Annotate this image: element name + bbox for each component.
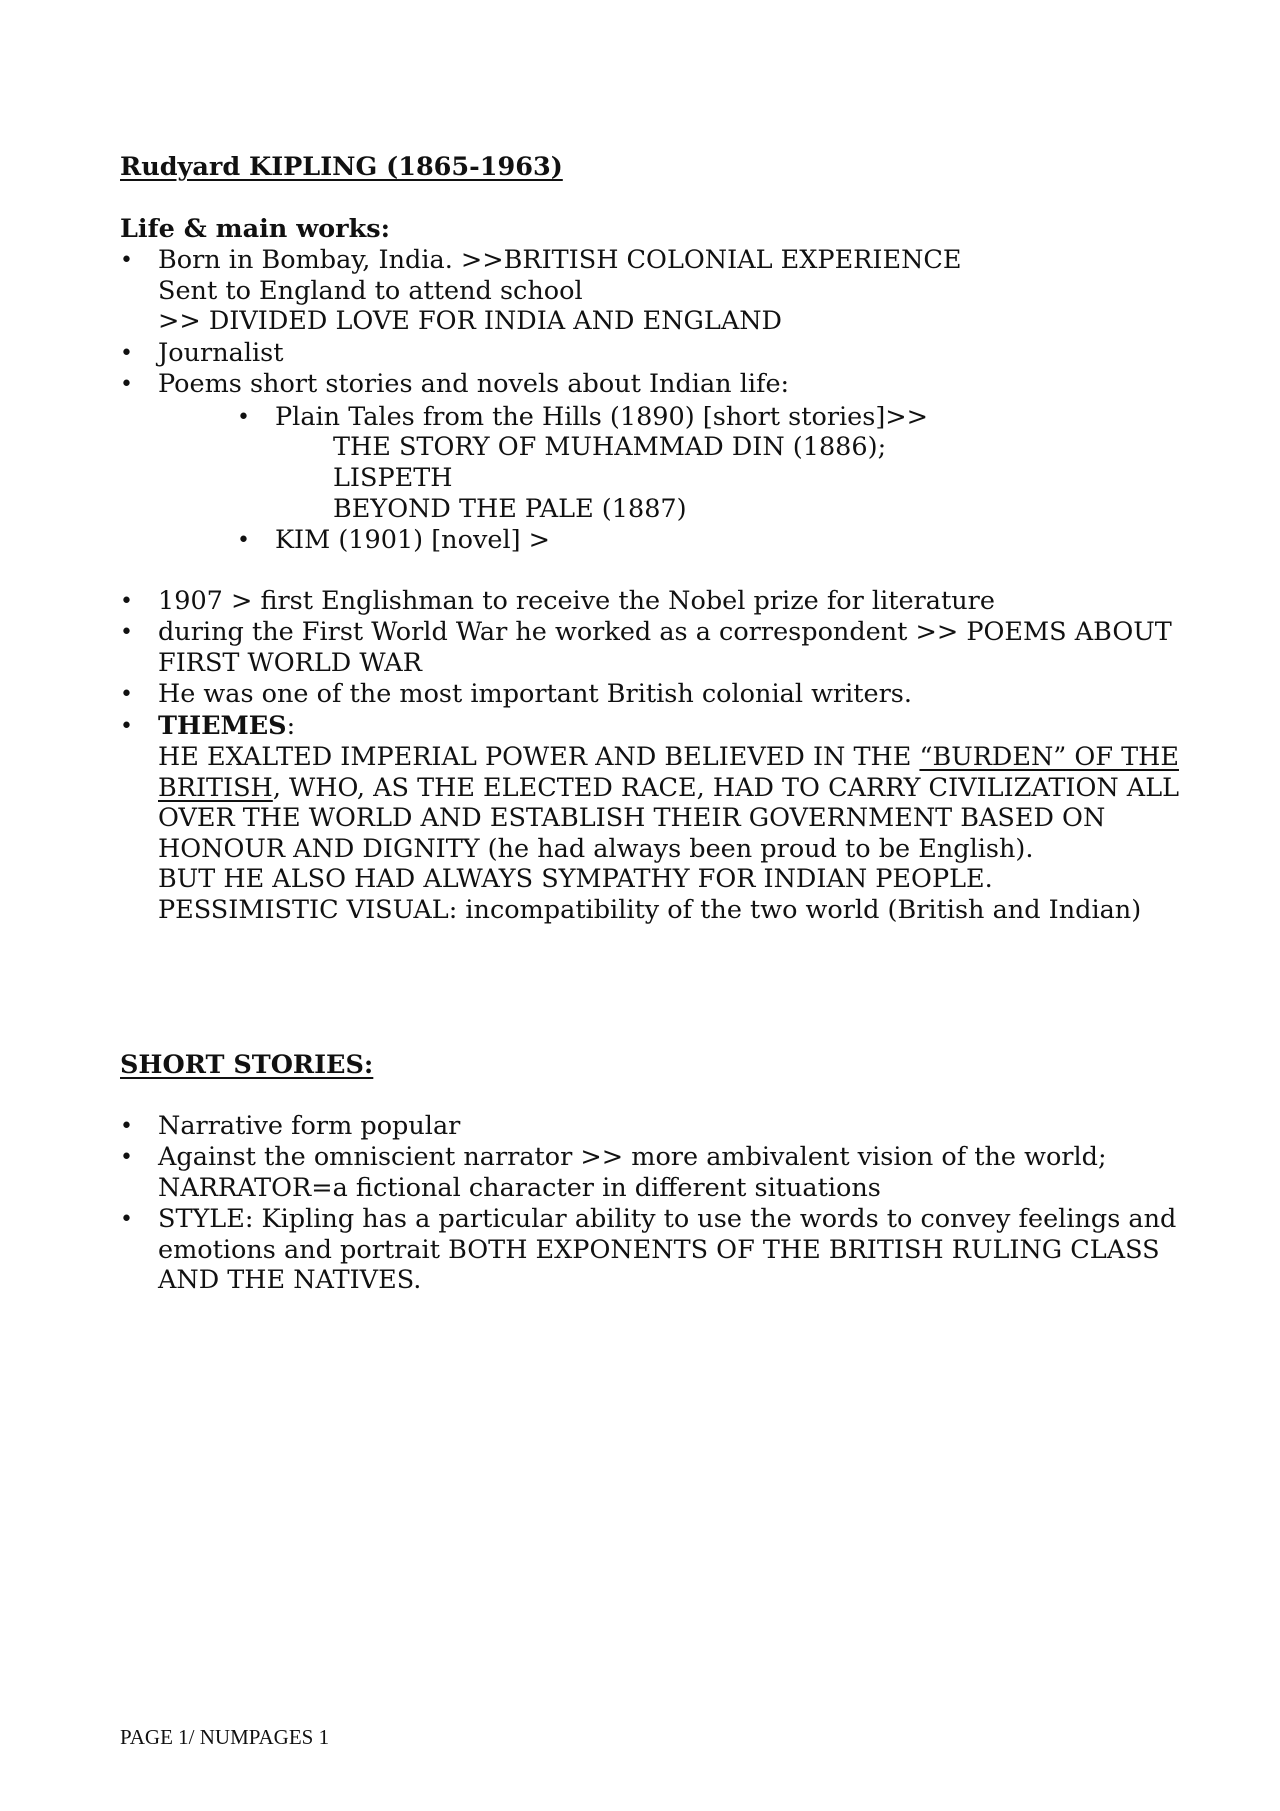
bullet-style: •	[120, 1207, 133, 1232]
life-important: He was one of the most important British colonial writers.	[158, 679, 912, 709]
document-title: Rudyard KIPLING (1865-1963)	[120, 152, 563, 182]
bullet-born: •	[120, 248, 133, 273]
bullet-journalist: •	[120, 341, 133, 366]
bullet-plain-tales: •	[237, 405, 250, 430]
themes-british: BRITISH	[158, 773, 273, 803]
work-lispeth: LISPETH	[333, 463, 453, 493]
themes-line-3: OVER THE WORLD AND ESTABLISH THEIR GOVERNMENT BASED ON	[158, 803, 1106, 833]
story-style-1: STYLE: Kipling has a particular ability to use the words to convey feelings and	[158, 1204, 1177, 1234]
life-journalist: Journalist	[158, 338, 284, 368]
themes-line-1	[158, 742, 1179, 773]
themes-colon: :	[286, 711, 296, 741]
bullet-war: •	[120, 620, 133, 645]
story-narrative: Narrative form popular	[158, 1111, 461, 1141]
life-poems: Poems short stories and novels about Indian life:	[158, 369, 790, 399]
story-style-3: AND THE NATIVES.	[158, 1265, 422, 1295]
themes-burden: “BURDEN” OF THE	[919, 742, 1179, 772]
story-omniscient-1: Against the omniscient narrator >> more ambivalent vision of the world;	[158, 1142, 1107, 1172]
themes-line-6: PESSIMISTIC VISUAL: incompatibility of the two world (British and Indian)	[158, 895, 1142, 925]
life-born: Born in Bombay, India. >>BRITISH COLONIAL EXPERIENCE	[158, 245, 962, 275]
life-heading: Life & main works:	[120, 214, 391, 244]
themes-label: THEMES	[158, 711, 287, 741]
story-style-2: emotions and portrait BOTH EXPONENTS OF THE BRITISH RULING CLASS	[158, 1235, 1160, 1265]
life-war-2: FIRST WORLD WAR	[158, 648, 422, 678]
themes-line-2b: , WHO, AS THE ELECTED RACE, HAD TO CARRY CIVILIZATION ALL	[272, 773, 1180, 803]
bullet-nobel: •	[120, 589, 133, 614]
work-story-din: THE STORY OF MUHAMMAD DIN (1886);	[333, 432, 887, 462]
themes-line-4: HONOUR AND DIGNITY (he had always been proud to be English).	[158, 834, 1034, 864]
short-stories-heading: SHORT STORIES:	[120, 1050, 374, 1080]
bullet-poems: •	[120, 372, 133, 397]
life-school: Sent to England to attend school	[158, 276, 583, 306]
work-plain-tales: Plain Tales from the Hills (1890) [short stories]>>	[275, 402, 929, 432]
work-kim: KIM (1901) [novel] >	[275, 525, 551, 555]
page-footer: PAGE 1/ NUMPAGES 1	[120, 1725, 330, 1749]
bullet-narrative: •	[120, 1114, 133, 1139]
themes-line-5: BUT HE ALSO HAD ALWAYS SYMPATHY FOR INDIAN PEOPLE.	[158, 864, 993, 894]
themes-line-1a: HE EXALTED IMPERIAL POWER AND BELIEVED IN THE	[158, 742, 920, 772]
bullet-themes: •	[120, 714, 133, 739]
story-omniscient-2: NARRATOR=a fictional character in different situations	[158, 1173, 881, 1203]
themes-heading-line	[158, 711, 295, 742]
bullet-important: •	[120, 682, 133, 707]
life-war-1: during the First World War he worked as a correspondent >> POEMS ABOUT	[158, 617, 1172, 647]
bullet-kim: •	[237, 528, 250, 553]
bullet-omniscient: •	[120, 1145, 133, 1170]
life-divided: >> DIVIDED LOVE FOR INDIA AND ENGLAND	[158, 306, 782, 336]
themes-line-2	[158, 773, 1179, 804]
life-nobel: 1907 > first Englishman to receive the Nobel prize for literature	[158, 586, 995, 616]
work-beyond-the-pale: BEYOND THE PALE (1887)	[333, 494, 687, 524]
